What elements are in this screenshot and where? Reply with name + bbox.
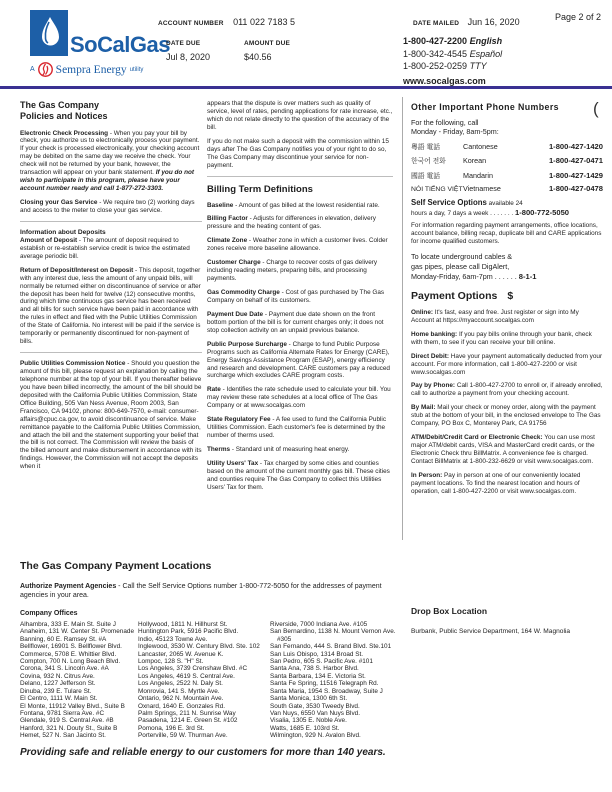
office-address: Hollywood, 1811 N. Hillhurst St. <box>138 620 228 628</box>
date-due-value: Jul 8, 2020 <box>166 52 211 62</box>
office-address: Pomona, 196 E. 3rd St. <box>138 724 205 732</box>
office-address: Los Angeles, 3739 Crenshaw Blvd. #C <box>138 665 248 673</box>
authorize-payment-agencies: Authorize Payment Agencies - Call the Self Service Options number 1-800-772-5050 for the addresses of payment agencies in your area. <box>20 583 382 600</box>
billing-term-name: State Regulatory Fee <box>207 416 271 424</box>
billing-term-name: Gas Commodity Charge <box>207 289 280 296</box>
language-phone-number: 1-800-427-1420 <box>548 141 603 151</box>
office-address: Palm Springs, 211 N. Sunrise Way <box>138 709 236 717</box>
billing-term-name: Customer Charge <box>207 259 261 267</box>
payment-option-description: Call 1-800-427-2700 to enroll or, if already enrolled, call to authorize a payment from your checking account. <box>411 382 603 398</box>
payment-option-description: You can use most major ATM/debit cards, VISA and MasterCard credit cards, or the Electronic Check thru BillMatrix. A convenience fee is charged. Contact BillMatrix at 1-800-232-6629 or visit www.socalgas.com. <box>411 434 595 465</box>
billing-term-item <box>207 311 393 335</box>
company-offices-title: Company Offices <box>20 609 78 617</box>
billing-term-name: Rate <box>207 386 221 394</box>
drop-box-section <box>411 606 606 635</box>
amount-due-label: AMOUNT DUE <box>244 40 291 47</box>
language-native-script: NÓI TIẾNG VIỆT <box>411 186 463 194</box>
payment-option-name: In Person: <box>411 471 443 479</box>
office-address: Los Angeles, 2522 N. Daly St. <box>138 680 223 688</box>
payment-option-description: It's fast, easy and free. Just register or sign into My Account at https://myaccount.socalgas.com <box>411 308 579 324</box>
offices-column-1 <box>20 621 138 740</box>
office-address: Wilmington, 929 N. Avalon Blvd. <box>270 732 361 740</box>
digalert-notice: To locate underground cables & gas pipes, please call DigAlert, Monday-Friday, 6am-7pm . . . . . . 8-1-1 <box>411 252 537 281</box>
phone-espanol <box>403 49 603 59</box>
office-address: Lancaster, 2065 W. Avenue K. <box>138 650 224 658</box>
company-offices-list <box>20 621 402 740</box>
billing-term-name: Public Purpose Surcharge <box>207 340 287 348</box>
billing-term-definition: - Identifies the rate schedule used to calculate your bill. You may review these rate schedules at a local office of The Gas Company or at www.socalgas.com <box>207 386 391 410</box>
payment-option-description: Pay in person at one of our conveniently located payment locations. To find the nearest location and hours of operation, call 1-800-427-2200 or visit www.socalgas.com. <box>411 471 581 495</box>
policies-title: The Gas Company Policies and Notices <box>20 100 108 122</box>
office-address: Compton, 700 N. Long Beach Blvd. <box>20 657 121 665</box>
mailing-info <box>403 12 603 86</box>
office-address: Santa Monica, 1300 6th St. <box>270 695 348 703</box>
language-name: Cantonese <box>463 141 498 151</box>
office-address: Indio, 45123 Towne Ave. <box>138 635 208 643</box>
self-service-info: For information regarding payment arrangements, office locations, account balance, billing recap, duplicate bill and CARE applications for income qualified customers. <box>411 222 602 246</box>
billing-term-definition: - Tax charged by some cities and counties based on the amount of the current monthly gas bill. These cities and counties require The Gas Company to collect this Utilities Users' Tax for them. <box>207 459 390 491</box>
office-address: Glendale, 919 S. Central Ave. #B <box>20 717 114 725</box>
puc-notice-continuation-1: appears that the dispute is over matters such as quality of service, level of rates, pending applications for rate increase, etc., which do not relate directly to the question of the accuracy of the bill. <box>207 100 393 131</box>
payment-option-item <box>411 331 603 347</box>
language-phone-row <box>411 184 603 193</box>
office-address: El Centro, 1111 W. Main St. <box>20 695 98 703</box>
payment-option-name: Direct Debit: <box>411 352 449 360</box>
language-phone-number: 1-800-427-0478 <box>548 184 603 194</box>
payment-option-description: Mail your check or money order, along with the payment stub at the bottom of your bill, in the enclosed envelope to The Gas Company, PO Box C, Monterey Park, CA 91756 <box>411 404 601 428</box>
payment-option-name: ATM/Debit/Credit Card or Electronic Check: <box>411 434 543 442</box>
office-address: Pasadena, 1214 E. Green St. #102 <box>138 717 238 725</box>
payment-option-name: Home banking: <box>411 330 458 338</box>
payment-locations-section <box>20 560 402 740</box>
office-address: Watts, 1685 E. 103rd St. <box>270 724 340 732</box>
language-native-script: 한국어 전화 <box>411 158 446 166</box>
language-name: Korean <box>463 156 487 166</box>
policies-column <box>20 100 202 477</box>
date-mailed-value: Jun 16, 2020 <box>467 17 520 27</box>
policy-amount-of-deposit: Amount of Deposit - The amount of deposit required to establish or re-establish service credit is twice the estimated average periodic bill. <box>20 236 190 260</box>
sempra-logo <box>30 61 170 78</box>
office-address: Santa Barbara, 134 E. Victoria St. <box>270 672 366 680</box>
brand-name: SoCalGas <box>70 32 170 57</box>
office-address: South Gate, 3530 Tweedy Blvd. <box>270 702 360 710</box>
language-phone-number: 1-800-427-0471 <box>548 156 603 166</box>
payment-locations-title: The Gas Company Payment Locations <box>20 560 212 572</box>
office-address: Fontana, 9781 Sierra Ave. #C <box>20 709 105 717</box>
section-divider <box>20 221 202 222</box>
billing-term-item <box>207 259 393 283</box>
sempra-brand-name: Sempra Energy <box>55 63 127 76</box>
phone-language-label: TTY <box>469 61 487 71</box>
office-address: Hemet, 527 N. San Jacinto St. <box>20 732 106 740</box>
sempra-flame-icon <box>37 61 54 78</box>
column-divider <box>402 97 403 540</box>
sempra-prefix: A <box>30 66 35 73</box>
office-address: Corona, 341 S. Lincoln Ave. #A <box>20 665 109 673</box>
billing-term-definition: - Weather zone in which a customer lives. Colder zones receive more baseline allowance. <box>207 237 388 253</box>
billing-term-item <box>207 215 393 231</box>
policy-closing-service: Closing your Gas Service - We require two (2) working days and access to the meter to close your gas service. <box>20 199 195 214</box>
billing-terms-title: Billing Term Definitions <box>207 183 313 195</box>
section-divider <box>20 352 202 353</box>
office-address: Los Angeles, 4619 S. Central Ave. <box>138 672 235 680</box>
payment-options-title: Payment Options $ <box>411 289 514 302</box>
office-address: Alhambra, 333 E. Main St. Suite J <box>20 620 116 628</box>
office-address: Porterville, 59 W. Thurman Ave. <box>138 732 228 740</box>
office-address: San Bernardino, 1138 N. Mount Vernon Ave. #305 <box>270 628 396 643</box>
office-address: Delano, 1227 Jefferson St. <box>20 680 96 688</box>
office-address: Oxnard, 1640 E. Gonzales Rd. <box>138 702 226 710</box>
billing-term-definition: - Cost of gas purchased by The Gas Company on behalf of its customers. <box>207 289 385 304</box>
billing-term-definition: - Charge to fund Public Purpose Programs such as California Alternate Rates for Energy (CARE), Energy Savings Assistance Program (ESAP), energy efficiency and research and development. CARE customers pay a reduced surcharge which excludes CARE program costs. <box>207 340 390 380</box>
account-number-label: ACCOUNT NUMBER <box>158 20 224 27</box>
office-address: Santa Fe Spring, 11516 Telegraph Rd. <box>270 680 379 688</box>
payment-option-item <box>411 472 603 496</box>
language-name: Mandarin <box>463 170 493 180</box>
billing-term-item <box>207 237 393 253</box>
billing-term-definition: - A fee used to fund the California Public Utilities Commission. Each customer's fee is determined by the number of therms used. <box>207 416 387 440</box>
date-mailed-label: DATE MAILED <box>413 20 460 27</box>
sempra-suffix: utility <box>129 66 144 73</box>
account-summary <box>158 12 358 62</box>
section-divider <box>207 176 393 177</box>
office-address: Van Nuys, 6550 Van Nuys Blvd. <box>270 709 360 717</box>
billing-term-definition: - Standard unit of measuring heat energy. <box>230 446 350 453</box>
billing-term-item <box>207 416 393 440</box>
office-address: Santa Ana, 738 S. Harbor Blvd. <box>270 665 359 673</box>
language-phone-row <box>411 155 603 165</box>
payment-option-item <box>411 434 603 466</box>
payment-option-description: Have your payment automatically deducted from your account. For more information, call 1-800-427-2200 or visit www.socalgas.com <box>411 352 603 376</box>
office-address: Commerce, 5708 E. Whittier Blvd. <box>20 650 117 658</box>
billing-term-name: Baseline <box>207 201 234 209</box>
phone-language-label: Español <box>469 48 503 59</box>
deposits-heading: Information about Deposits <box>20 228 106 236</box>
phone-tty <box>403 61 603 71</box>
language-native-script: 粵語 電話 <box>411 143 441 151</box>
language-phone-number: 1-800-427-1429 <box>548 170 603 180</box>
date-due-label: DATE DUE <box>166 40 201 47</box>
payment-option-item <box>411 353 603 377</box>
office-address: Hanford, 321 N. Douty St., Suite B <box>20 724 118 732</box>
billing-term-name: Payment Due Date <box>207 310 264 318</box>
amount-due-value: $40.56 <box>244 52 272 62</box>
payment-options-list <box>411 309 603 496</box>
billing-term-item <box>207 386 393 410</box>
office-address: Inglewood, 3530 W. Century Blvd. Ste. 102 <box>138 643 260 651</box>
phone-number: 1-800-252-0259 <box>403 61 468 71</box>
drop-box-address: Burbank, Public Service Department, 164 W. Magnolia <box>411 628 571 635</box>
billing-term-name: Billing Factor <box>207 215 248 223</box>
office-address: Banning, 60 E. Ramsey St. #A <box>20 635 107 643</box>
office-address: Bellflower, 16901 S. Bellflower Blvd. <box>20 643 122 651</box>
payment-option-name: Pay by Phone: <box>411 382 456 390</box>
other-phone-numbers-title: Other Important Phone Numbers ( <box>411 99 599 118</box>
office-address: Visalia, 1305 E. Noble Ave. <box>270 717 347 725</box>
language-phone-row <box>411 141 603 151</box>
phone-language-label: English <box>469 36 503 46</box>
language-native-script: 國語 電話 <box>411 172 441 180</box>
billing-term-definition: - Payment due date shown on the front bottom portion of the bill is for current charges only; it does not stop collection activity on an unpaid previous balance. <box>207 310 384 334</box>
phone-number: 1-800-342-4545 <box>403 48 468 59</box>
self-service-options: Self Service Options available 24 hours a day, 7 days a week . . . . . . . 1-800-772-5050 <box>411 197 570 218</box>
billing-term-name: Climate Zone <box>207 237 248 245</box>
billing-terms-column <box>207 100 393 498</box>
language-phone-row <box>411 170 603 180</box>
header-divider <box>0 86 612 89</box>
phone-handset-icon: ( <box>592 99 599 118</box>
socalgas-logo <box>30 10 170 78</box>
billing-term-definition: - Adjusts for differences in elevation, delivery pressure and the heating content of gas. <box>207 215 376 231</box>
office-address: Santa Maria, 1954 S. Broadway, Suite J <box>270 687 383 695</box>
payment-option-item <box>411 404 603 428</box>
billing-term-item <box>207 341 393 381</box>
phone-english <box>403 36 603 46</box>
phone-hours-intro: For the following, call Monday - Friday, 8am-5pm: <box>411 118 499 137</box>
socalgas-flame-icon <box>30 10 68 56</box>
dollar-icon: $ <box>507 289 514 302</box>
office-address: San Luis Obispo, 1314 Broad St. <box>270 650 364 658</box>
office-address: Covina, 932 N. Citrus Ave. <box>20 672 95 680</box>
phone-number: 1-800-427-2200 <box>403 36 468 46</box>
office-address: Monrovia, 141 S. Myrtle Ave. <box>138 687 220 695</box>
offices-column-2 <box>138 621 270 740</box>
payment-option-item <box>411 309 603 325</box>
digalert-number: 8-1-1 <box>518 271 537 281</box>
page-indicator: Page 2 of 2 <box>554 12 601 22</box>
billing-term-item <box>207 446 393 454</box>
language-name: Vietnamese <box>463 184 501 194</box>
billing-term-definition: - Charge to recover costs of gas delivery including reading meters, preparing bills, and processing payments. <box>207 259 378 283</box>
billing-term-name: Utility Users' Tax <box>207 459 259 467</box>
office-address: Huntington Park, 5916 Pacific Blvd. <box>138 628 239 636</box>
phone-numbers-column <box>411 100 603 502</box>
office-address: Lompoc, 128 S. "H" St. <box>138 657 204 665</box>
office-address: Anaheim, 131 W. Center St. Promenade <box>20 628 135 636</box>
office-address: Ontario, 962 N. Mountain Ave. <box>138 695 224 703</box>
policy-return-of-deposit: Return of Deposit/Interest on Deposit - This deposit, together with any interest due, less the amount of any unpaid bills, will normally be returned either on discontinuance of service or after the deposit has been held for twelve (12) consecutive months, during which time continuous gas service has been received and all bills for such service have been paid in accordance with the rules in effect and filed with the Public Utilities Commission of the State of California. No interest will be paid if the service is temporarily or permanently discontinued for non-payment of bills. <box>20 266 201 346</box>
policy-puc-notice: Public Utilities Commission Notice - Should you question the amount of this bill, please request an explanation by calling the telephone number at the top of your bill. If you thereafter believe you have been billed incorrectly, the amount of the bill should be deposited with the California Public Utilities Commission, State Office Building, 505 Van Ness Avenue, Room 2003, San Francisco, CA 94102, phone: 800-649-7570, e-mail: consumer-affairs@cpuc.ca.gov, to avoid discontinuance of service. Make remittance payable to the California Public Utilities Commission, and attach the bill and the statement supporting your belief that the bill is not correct. The Commission will review the basis of the billed amount and make disbursement in accordance with its findings. However, the Commission will not accept the deposits when it <box>20 360 202 471</box>
office-address: Riverside, 7000 Indiana Ave. #105 <box>270 620 368 628</box>
account-number-value: 011 022 7183 5 <box>233 17 295 27</box>
office-address: San Fernando, 444 S. Brand Blvd. Ste.101 <box>270 643 392 651</box>
billing-term-item <box>207 460 393 492</box>
payment-option-item <box>411 382 603 398</box>
billing-term-list <box>207 202 393 492</box>
office-address: Dinuba, 239 E. Tulare St. <box>20 687 92 695</box>
billing-term-item <box>207 202 393 210</box>
payment-option-name: Online: <box>411 308 434 316</box>
office-address: San Pedro, 605 S. Pacific Ave. #101 <box>270 657 373 665</box>
footer-tagline: Providing safe and reliable energy to our customers for more than 140 years. <box>20 747 386 758</box>
language-phone-list <box>411 141 603 194</box>
payment-option-name: By Mail: <box>411 404 436 412</box>
office-address: El Monte, 11912 Valley Blvd., Suite B <box>20 702 125 710</box>
puc-notice-continuation-2: If you do not make such a deposit with the commission within 15 days after The Gas Company notifies you of your right to do so, The Gas Company may discontinue your service for non-payment. <box>207 137 389 169</box>
billing-term-item <box>207 289 393 305</box>
billing-term-definition: - Amount of gas billed at the lowest residential rate. <box>233 201 380 209</box>
offices-column-3 <box>270 621 400 740</box>
billing-term-name: Therms <box>207 446 231 453</box>
policy-electronic-check: Electronic Check Processing - When you pay your bill by check, you authorize us to electronically process your payment. If your check is processed electronically, your checking account may be debited on the same day we receive the check. Your check will not be returned by your bank, however, the transaction will appear on your bank statement. If you do not wish to participate in this program, please have your account number ready and call 1-877-272-3303. <box>20 129 200 193</box>
website-url: www.socalgas.com <box>403 76 486 86</box>
drop-box-title: Drop Box Location <box>411 606 488 616</box>
payment-option-description: If you pay bills online through your bank, check with them, to see if you can receive your bill online. <box>411 330 592 346</box>
